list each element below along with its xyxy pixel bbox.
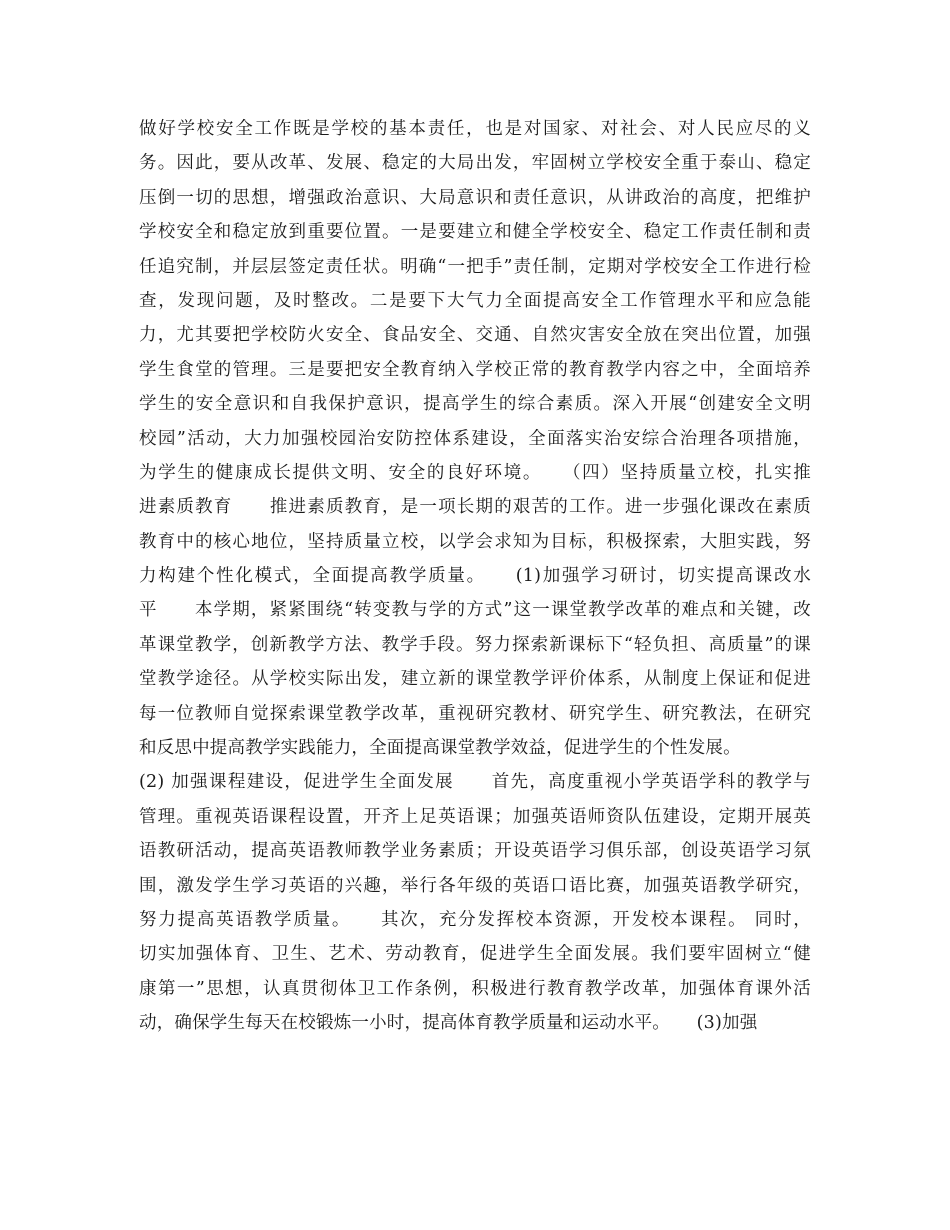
text-line-5: 任追究制，并层层签定责任状。明确“一把手”责任制，定期对学校安全工作进行检: [139, 256, 811, 277]
text-line-26: 康第一”思想，认真贯彻体卫工作条例，积极进行教育教学改革，加强体育课外活: [139, 978, 811, 999]
text-line-23: 围，激发学生学习英语的兴趣，举行各年级的英语口语比赛，加强英语教学研究，: [139, 875, 811, 896]
text-line-8: 学生食堂的管理。三是要把安全教育纳入学校正常的教育教学内容之中，全面培养: [139, 359, 811, 380]
text-line-24: 努力提高英语教学质量。 其次，充分发挥校本资源，开发校本课程。 同时，: [139, 909, 811, 930]
text-line-18: 每一位教师自觉探索课堂教学改革，重视研究教材、研究学生、研究教法，在研究: [139, 703, 811, 724]
text-line-11: 为学生的健康成长提供文明、安全的良好环境。 （四）坚持质量立校，扎实推: [139, 462, 811, 483]
body-text: [139, 112, 811, 1041]
text-line-12: 进素质教育 推进素质教育，是一项长期的艰苦的工作。进一步强化课改在素质: [139, 497, 811, 518]
text-line-20: (2) 加强课程建设，促进学生全面发展 首先，高度重视小学英语学科的教学与: [139, 772, 811, 793]
text-line-1: 做好学校安全工作既是学校的基本责任，也是对国家、对社会、对人民应尽的义: [139, 119, 811, 139]
text-line-17: 堂教学途径。从学校实际出发，建立新的课堂教学评价体系，从制度上保证和促进: [139, 669, 811, 690]
text-line-2: 务。因此，要从改革、发展、稳定的大局出发，牢固树立学校安全重于泰山、稳定: [139, 153, 811, 174]
text-line-27: 动，确保学生每天在校锻炼一小时，提高体育教学质量和运动水平。 (3)加强: [139, 1013, 758, 1034]
text-line-9: 学生的安全意识和自我保护意识，提高学生的综合素质。深入开展“创建安全文明: [139, 394, 811, 415]
text-line-3: 压倒一切的思想，增强政治意识、大局意识和责任意识，从讲政治的高度，把维护: [139, 187, 811, 208]
text-line-13: 教育中的核心地位，坚持质量立校，以学会求知为目标，积极探索，大胆实践，努: [139, 531, 811, 552]
text-line-6: 查，发现问题，及时整改。二是要下大气力全面提高安全工作管理水平和应急能: [139, 290, 811, 311]
text-line-10: 校园”活动，大力加强校园治安防控体系建设，全面落实治安综合治理各项措施，: [139, 428, 811, 449]
text-line-7: 力，尤其要把学校防火安全、食品安全、交通、自然灾害安全放在突出位置，加强: [139, 325, 811, 346]
text-line-22: 语教研活动，提高英语教师教学业务素质；开设英语学习俱乐部，创设英语学习氛: [139, 841, 811, 862]
text-line-14: 力构建个性化模式，全面提高教学质量。 (1)加强学习研讨，切实提高课改水: [139, 566, 811, 587]
text-line-15: 平 本学期，紧紧围绕“转变教与学的方式”这一课堂教学改革的难点和关键，改: [139, 600, 811, 621]
text-line-16: 革课堂教学，创新教学方法、教学手段。努力探索新课标下“轻负担、高质量”的课: [139, 634, 811, 655]
text-line-4: 学校安全和稳定放到重要位置。一是要建立和健全学校安全、稳定工作责任制和责: [139, 222, 811, 243]
text-line-19: 和反思中提高教学实践能力，全面提高课堂教学效益，促进学生的个性发展。: [139, 738, 741, 759]
text-line-21: 管理。重视英语课程设置，开齐上足英语课；加强英语师资队伍建设，定期开展英: [139, 806, 811, 827]
text-line-25: 切实加强体育、卫生、艺术、劳动教育，促进学生全面发展。我们要牢固树立“健: [139, 944, 811, 965]
